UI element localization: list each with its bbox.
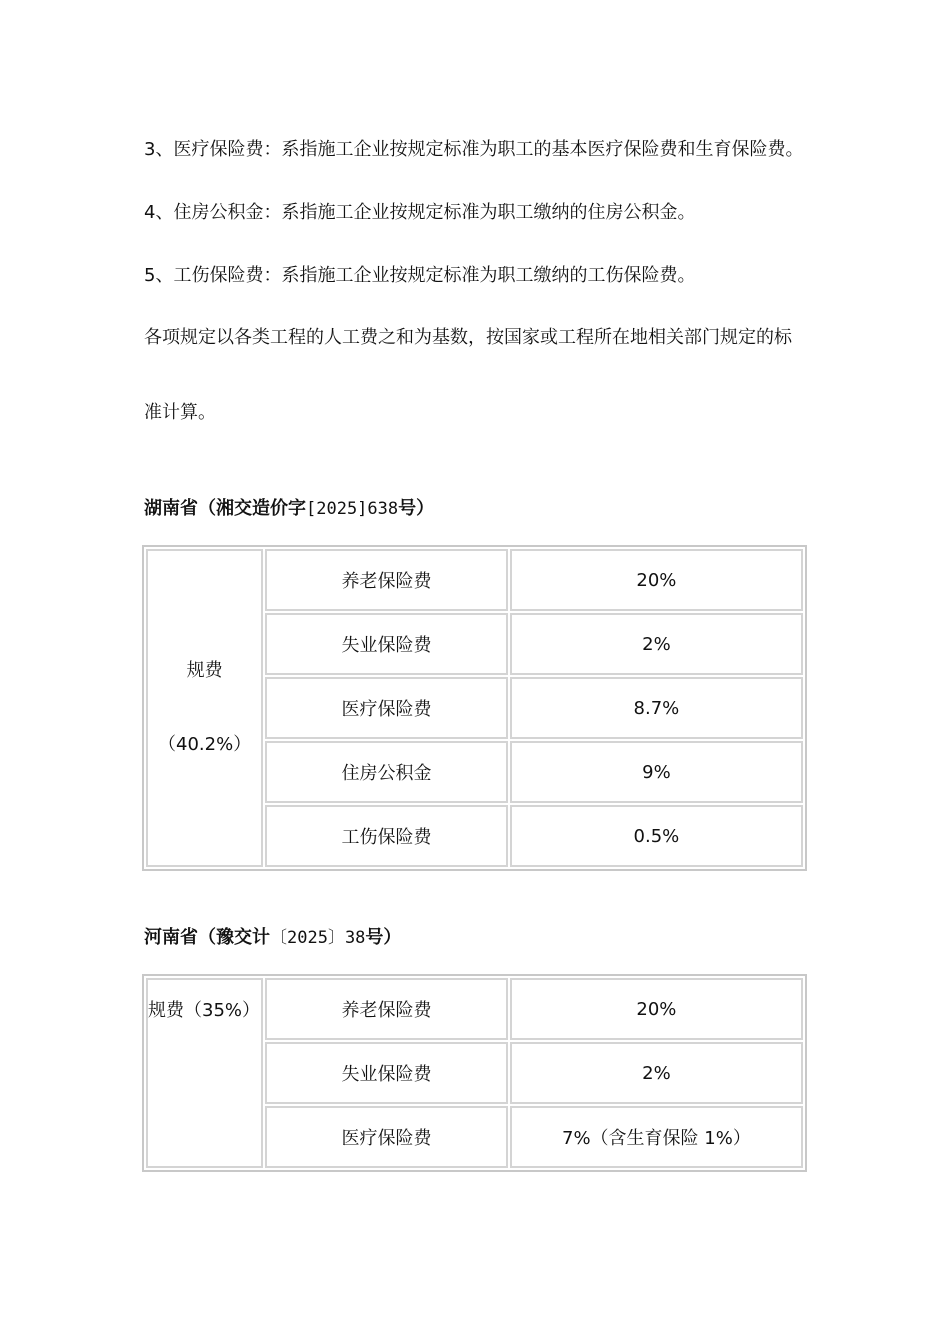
henan-heading-code: 〔2025〕38 [270, 928, 366, 948]
paragraph-calculation-basis-line2: 准计算。 [144, 402, 216, 423]
value-cell: 20% [510, 549, 803, 611]
hunan-heading [144, 497, 434, 521]
value-cell: 9% [510, 741, 803, 803]
value-cell: 2% [510, 1042, 803, 1104]
hunan-group-total: （40.2%） [158, 734, 252, 755]
henan-group-cell [146, 978, 263, 1168]
paragraph-housing-fund: 4、住房公积金：系指施工企业按规定标准为职工缴纳的住房公积金。 [144, 202, 696, 223]
hunan-fee-table [142, 545, 807, 871]
henan-group-label: 规费（35%） [148, 1000, 261, 1021]
value-cell: 2% [510, 613, 803, 675]
henan-heading [144, 926, 401, 950]
hunan-group-label: 规费 [186, 660, 223, 681]
item-cell: 失业保险费 [265, 1042, 508, 1104]
henan-heading-suffix: 号） [365, 927, 402, 948]
hunan-heading-suffix: 号） [398, 498, 435, 519]
item-cell: 失业保险费 [265, 613, 508, 675]
paragraph-calculation-basis-line1: 各项规定以各类工程的人工费之和为基数，按国家或工程所在地相关部门规定的标 [144, 327, 792, 348]
item-cell: 养老保险费 [265, 978, 508, 1040]
value-cell: 20% [510, 978, 803, 1040]
hunan-heading-prefix: 湖南省（湘交造价字 [144, 498, 306, 519]
value-cell: 0.5% [510, 805, 803, 867]
hunan-group-cell [146, 549, 263, 867]
item-cell: 医疗保险费 [265, 677, 508, 739]
paragraph-medical-insurance: 3、医疗保险费：系指施工企业按规定标准为职工的基本医疗保险费和生育保险费。 [144, 139, 804, 160]
item-cell: 养老保险费 [265, 549, 508, 611]
hunan-heading-code: [2025]638 [306, 499, 399, 519]
item-cell: 住房公积金 [265, 741, 508, 803]
henan-fee-table [142, 974, 807, 1172]
item-cell: 工伤保险费 [265, 805, 508, 867]
table-row [146, 978, 803, 1040]
table-row [146, 549, 803, 611]
value-cell: 8.7% [510, 677, 803, 739]
value-cell: 7%（含生育保险 1%） [510, 1106, 803, 1168]
item-cell: 医疗保险费 [265, 1106, 508, 1168]
henan-heading-prefix: 河南省（豫交计 [144, 927, 270, 948]
paragraph-injury-insurance: 5、工伤保险费：系指施工企业按规定标准为职工缴纳的工伤保险费。 [144, 265, 696, 286]
